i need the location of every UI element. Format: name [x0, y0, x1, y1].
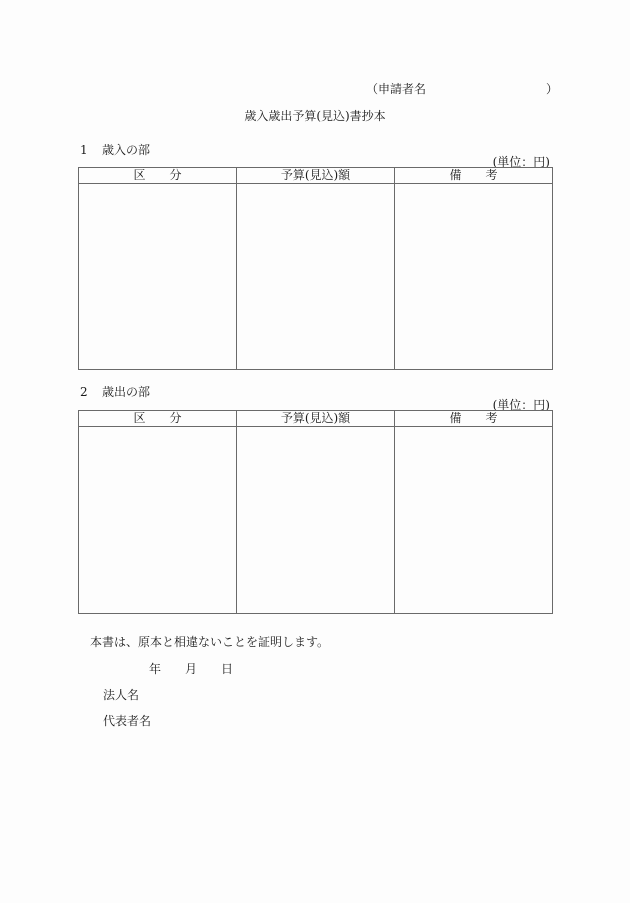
cell-remarks[interactable]: [395, 184, 553, 370]
date-day-label: 日: [221, 662, 234, 676]
unit-label: (単位：円): [492, 155, 550, 169]
applicant-name-close: ）: [546, 82, 559, 96]
cell-budget-amount[interactable]: [237, 184, 395, 370]
column-header-remarks: 備 考: [395, 168, 553, 184]
table-header-row: [79, 168, 553, 184]
representative-name-label: 代表者名: [103, 714, 152, 728]
column-header-remarks: 備 考: [395, 411, 553, 427]
cell-remarks[interactable]: [395, 427, 553, 614]
unit-label: (単位：円): [492, 398, 550, 412]
column-header-category: 区 分: [79, 168, 237, 184]
column-header-budget-amount: 予算(見込)額: [237, 411, 395, 427]
table-header-row: [79, 411, 553, 427]
applicant-name-line: [366, 80, 559, 97]
section-revenue-heading: [80, 141, 150, 158]
corporation-name-label: 法人名: [103, 688, 140, 702]
cell-budget-amount[interactable]: [237, 427, 395, 614]
column-header-category: 区 分: [79, 411, 237, 427]
section-number: 1: [80, 143, 88, 157]
revenue-table: [78, 167, 553, 370]
table-row: [79, 184, 553, 370]
date-month-label: 月: [185, 662, 198, 676]
date-year-label: 年: [149, 662, 162, 676]
certification-statement: 本書は、原本と相違ないことを証明します。: [90, 635, 330, 649]
document-title: 歳入歳出予算(見込)書抄本: [244, 109, 386, 123]
cell-category[interactable]: [79, 184, 237, 370]
section-label: 歳入の部: [102, 143, 151, 157]
cell-category[interactable]: [79, 427, 237, 614]
section-label: 歳出の部: [102, 385, 151, 399]
table-row: [79, 427, 553, 614]
expenditure-table: [78, 410, 553, 614]
applicant-name-label: （申請者名: [366, 82, 427, 96]
column-header-budget-amount: 予算(見込)額: [237, 168, 395, 184]
section-expenditure-heading: [80, 383, 150, 400]
section-number: 2: [80, 385, 88, 399]
